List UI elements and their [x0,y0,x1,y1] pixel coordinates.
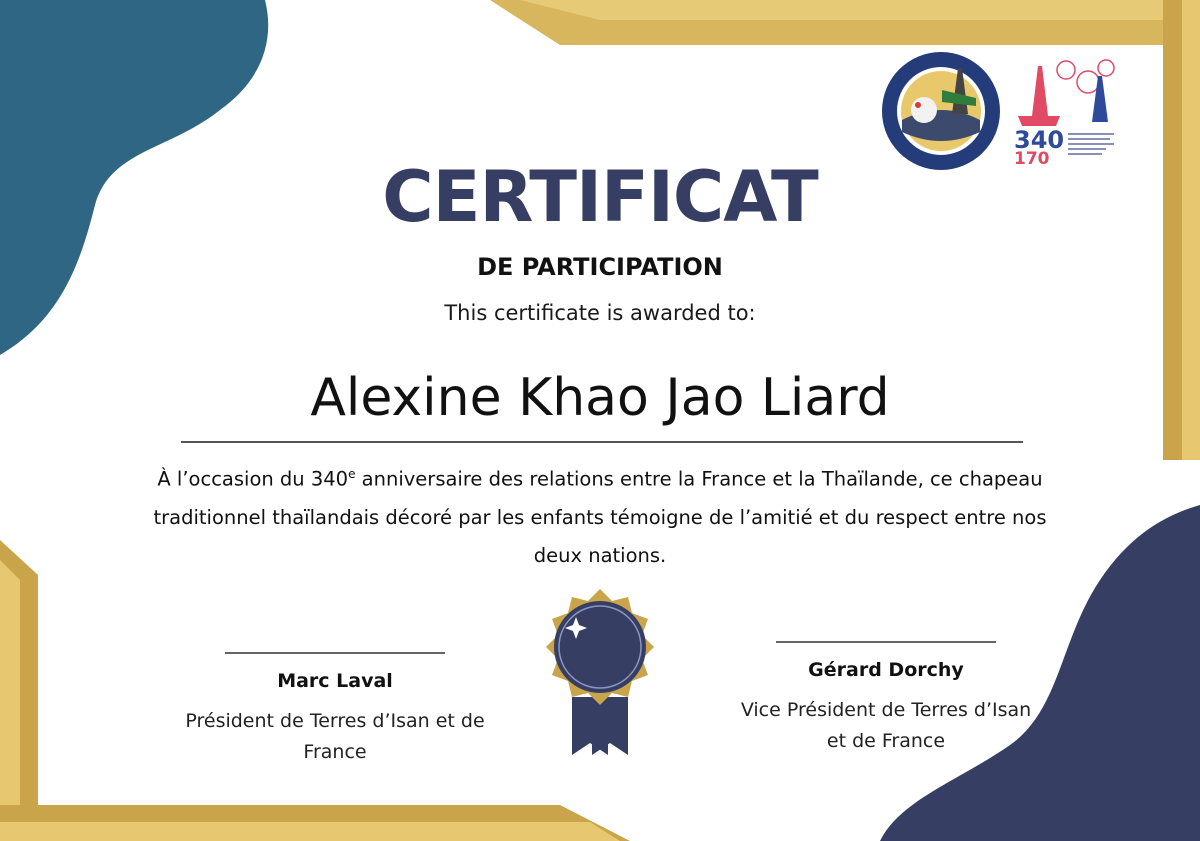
signature-block-right [736,641,1036,757]
signature-line [225,652,445,654]
signatory-role: Vice Président de Terres d’Isan et de France [740,699,1032,752]
signature-block-left [185,652,485,768]
name-underline [181,441,1023,443]
awarded-label: This certificate is awarded to: [444,301,756,325]
signature-line [776,641,996,643]
recipient-name: Alexine Khao Jao Liard [310,368,890,428]
signatory-name: Marc Laval [277,670,393,692]
body-superscript: e [348,467,356,481]
anniversary-170-text: 170 [1014,149,1050,166]
signatory-name: Gérard Dorchy [808,659,964,681]
certificate-title: CERTIFICAT [382,156,818,238]
award-medal-icon [528,587,672,762]
anniversary-340-170-icon [1008,56,1120,166]
certificate-body [130,455,1070,575]
certificate-subtitle: DE PARTICIPATION [477,253,723,281]
body-text-end: anniversaire des relations entre la France et la Thaïlande, ce chapeau traditionnel thaïlandais décoré par les enfants témoigne de l’amitié et du respect entre nos deux nations. [153,467,1047,567]
signatory-role: Président de Terres d’Isan et de France [185,710,485,763]
terres-disan-seal-icon [880,50,1002,172]
anniversary-340-text: 340 [1014,126,1065,154]
body-text-start: À l’occasion du 340 [157,467,349,491]
